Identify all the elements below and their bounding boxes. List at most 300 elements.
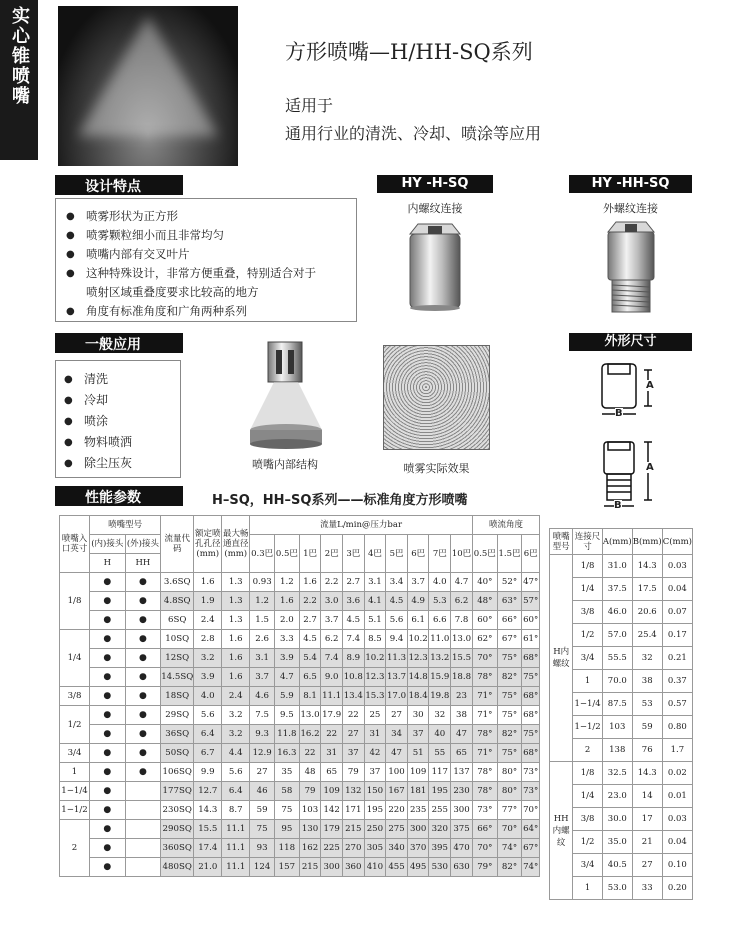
internal-structure-image bbox=[246, 338, 326, 450]
col-inner: (内)接头 bbox=[90, 535, 126, 554]
flow-cell: 10.2 bbox=[364, 649, 386, 668]
angle-cell: 66° bbox=[497, 611, 522, 630]
dimensions-table bbox=[549, 528, 693, 900]
hh-cell bbox=[125, 801, 161, 820]
flow-cell: 31 bbox=[364, 725, 386, 744]
hh-cell: ● bbox=[125, 630, 161, 649]
dim-col-c: C(mm) bbox=[662, 529, 692, 555]
flow-cell: 17.9 bbox=[321, 706, 343, 725]
code-cell: 3.6SQ bbox=[161, 573, 194, 592]
dim-cell: 27 bbox=[632, 854, 662, 877]
orifice-cell: 6.4 bbox=[194, 725, 222, 744]
h-cell: ● bbox=[90, 611, 126, 630]
flow-cell: 2.7 bbox=[299, 611, 321, 630]
flow-cell: 13.7 bbox=[386, 668, 408, 687]
orifice-cell: 21.0 bbox=[194, 858, 222, 877]
passage-cell: 5.6 bbox=[222, 763, 250, 782]
flow-cell: 13.0 bbox=[299, 706, 321, 725]
dim-cell: 0.21 bbox=[662, 647, 692, 670]
flow-cell: 117 bbox=[429, 763, 451, 782]
applications-list bbox=[55, 360, 181, 478]
angle-cell: 70° bbox=[522, 801, 540, 820]
angle-cell: 70° bbox=[472, 649, 497, 668]
passage-cell: 11.1 bbox=[222, 839, 250, 858]
flow-cell: 55 bbox=[429, 744, 451, 763]
flow-cell: 3.1 bbox=[364, 573, 386, 592]
orifice-cell: 17.4 bbox=[194, 839, 222, 858]
dim-cell: 20.6 bbox=[632, 601, 662, 624]
dim-cell: 0.03 bbox=[662, 808, 692, 831]
model-hh-header: HY -HH-SQ bbox=[569, 175, 692, 193]
flow-cell: 22 bbox=[321, 725, 343, 744]
applies-to-text: 通用行业的清洗、冷却、喷涂等应用 bbox=[285, 124, 542, 143]
passage-cell: 11.1 bbox=[222, 820, 250, 839]
angle-cell: 82° bbox=[497, 668, 522, 687]
flow-cell: 59 bbox=[250, 801, 275, 820]
dim-cell: 55.5 bbox=[602, 647, 632, 670]
passage-cell: 1.6 bbox=[222, 649, 250, 668]
angle-cell: 82° bbox=[497, 725, 522, 744]
table-row bbox=[60, 744, 540, 763]
flow-cell: 58 bbox=[275, 782, 300, 801]
col-code: 流量代码 bbox=[161, 516, 194, 573]
angle-cell: 48° bbox=[472, 592, 497, 611]
flow-cell: 2.2 bbox=[299, 592, 321, 611]
angle-cell: 57° bbox=[522, 592, 540, 611]
flow-cell: 235 bbox=[407, 801, 429, 820]
dim-row bbox=[550, 762, 693, 785]
orifice-cell: 9.9 bbox=[194, 763, 222, 782]
flow-cell: 109 bbox=[321, 782, 343, 801]
dim-label-a: A bbox=[646, 380, 654, 391]
dim-cell: 1−1/2 bbox=[573, 716, 603, 739]
angle-cell: 70° bbox=[497, 820, 522, 839]
col-outer: (外)接头 bbox=[125, 535, 161, 554]
angle-cell: 78° bbox=[472, 763, 497, 782]
angle-cell: 78° bbox=[472, 668, 497, 687]
dim-cell: 31.0 bbox=[602, 555, 632, 578]
flow-cell: 395 bbox=[429, 839, 451, 858]
flow-cell: 7.5 bbox=[250, 706, 275, 725]
angle-cell: 80° bbox=[497, 763, 522, 782]
dim-cell: 3/8 bbox=[573, 808, 603, 831]
flow-cell: 8.1 bbox=[299, 687, 321, 706]
flow-cell: 3.4 bbox=[386, 573, 408, 592]
flow-cell: 100 bbox=[386, 763, 408, 782]
dim-cell: 1/4 bbox=[573, 785, 603, 808]
flow-cell: 3.7 bbox=[250, 668, 275, 687]
col-inlet: 喷嘴入口英寸 bbox=[60, 516, 90, 573]
inlet-cell: 1/8 bbox=[60, 573, 90, 630]
code-cell: 480SQ bbox=[161, 858, 194, 877]
table-row bbox=[60, 687, 540, 706]
table-row bbox=[60, 725, 540, 744]
orifice-cell: 3.2 bbox=[194, 649, 222, 668]
flow-cell: 132 bbox=[342, 782, 364, 801]
orifice-cell: 1.9 bbox=[194, 592, 222, 611]
flow-cell: 300 bbox=[451, 801, 473, 820]
section-applications-header: 一般应用 bbox=[55, 333, 183, 353]
orifice-cell: 2.8 bbox=[194, 630, 222, 649]
dim-cell: 0.01 bbox=[662, 785, 692, 808]
passage-cell: 3.2 bbox=[222, 706, 250, 725]
table-row bbox=[60, 820, 540, 839]
pressure-header: 10巴 bbox=[451, 535, 473, 573]
flow-cell: 2.7 bbox=[342, 573, 364, 592]
table-row bbox=[60, 592, 540, 611]
dim-cell: 40.5 bbox=[602, 854, 632, 877]
angle-cell: 74° bbox=[497, 839, 522, 858]
dim-cell: 53.0 bbox=[602, 877, 632, 900]
dim-group-label: H内螺纹 bbox=[550, 555, 573, 762]
h-cell: ● bbox=[90, 649, 126, 668]
flow-cell: 48 bbox=[299, 763, 321, 782]
flow-cell: 130 bbox=[299, 820, 321, 839]
angle-cell: 73° bbox=[522, 763, 540, 782]
flow-cell: 630 bbox=[451, 858, 473, 877]
flow-cell: 5.4 bbox=[299, 649, 321, 668]
flow-cell: 9.4 bbox=[386, 630, 408, 649]
angle-cell: 40° bbox=[472, 573, 497, 592]
flow-cell: 47 bbox=[386, 744, 408, 763]
angle-cell: 75° bbox=[522, 668, 540, 687]
flow-cell: 7.4 bbox=[321, 649, 343, 668]
angle-cell: 67° bbox=[522, 839, 540, 858]
table-row bbox=[60, 706, 540, 725]
dim-cell: 17 bbox=[632, 808, 662, 831]
col-passage: 最大畅通直径(mm) bbox=[222, 516, 250, 573]
passage-cell: 2.4 bbox=[222, 687, 250, 706]
flow-cell: 79 bbox=[299, 782, 321, 801]
application-item: ● 冷却 bbox=[62, 390, 174, 411]
flow-cell: 124 bbox=[250, 858, 275, 877]
col-flow: 流量L/min@压力bar bbox=[250, 516, 473, 535]
flow-cell: 27 bbox=[342, 725, 364, 744]
code-cell: 50SQ bbox=[161, 744, 194, 763]
flow-cell: 162 bbox=[299, 839, 321, 858]
dim-col-a: A(mm) bbox=[602, 529, 632, 555]
flow-cell: 37 bbox=[342, 744, 364, 763]
hh-cell bbox=[125, 820, 161, 839]
flow-cell: 13.2 bbox=[429, 649, 451, 668]
passage-cell: 4.4 bbox=[222, 744, 250, 763]
dim-cell: 0.02 bbox=[662, 762, 692, 785]
flow-cell: 32 bbox=[429, 706, 451, 725]
flow-cell: 79 bbox=[342, 763, 364, 782]
flow-cell: 375 bbox=[451, 820, 473, 839]
dim-col-b: B(mm) bbox=[632, 529, 662, 555]
hh-cell: ● bbox=[125, 763, 161, 782]
dim-cell: 3/8 bbox=[573, 601, 603, 624]
flow-cell: 37 bbox=[407, 725, 429, 744]
flow-cell: 15.3 bbox=[364, 687, 386, 706]
angle-cell: 71° bbox=[472, 687, 497, 706]
dim-label-b: B bbox=[615, 408, 623, 419]
inlet-cell: 1/4 bbox=[60, 630, 90, 687]
flow-cell: 455 bbox=[386, 858, 408, 877]
angle-cell: 75° bbox=[497, 744, 522, 763]
inlet-cell: 1/2 bbox=[60, 706, 90, 744]
h-cell: ● bbox=[90, 820, 126, 839]
table-row bbox=[60, 782, 540, 801]
flow-cell: 93 bbox=[250, 839, 275, 858]
flow-cell: 75 bbox=[275, 801, 300, 820]
flow-cell: 2.2 bbox=[321, 573, 343, 592]
h-cell: ● bbox=[90, 725, 126, 744]
passage-cell: 3.2 bbox=[222, 725, 250, 744]
flow-cell: 1.6 bbox=[275, 592, 300, 611]
flow-cell: 7.8 bbox=[451, 611, 473, 630]
table-row bbox=[60, 839, 540, 858]
angle-cell: 68° bbox=[522, 706, 540, 725]
hh-cell: ● bbox=[125, 592, 161, 611]
application-item: ● 清洗 bbox=[62, 369, 174, 390]
flow-cell: 275 bbox=[386, 820, 408, 839]
h-cell: ● bbox=[90, 782, 126, 801]
flow-cell: 300 bbox=[321, 858, 343, 877]
flow-cell: 2.6 bbox=[250, 630, 275, 649]
flow-cell: 12.3 bbox=[364, 668, 386, 687]
flow-cell: 4.5 bbox=[386, 592, 408, 611]
flow-cell: 16.2 bbox=[299, 725, 321, 744]
table-row bbox=[60, 649, 540, 668]
model-h-caption: 内螺纹连接 bbox=[407, 202, 463, 215]
angle-cell: 71° bbox=[472, 706, 497, 725]
flow-cell: 410 bbox=[364, 858, 386, 877]
dim-cell: 103 bbox=[602, 716, 632, 739]
flow-cell: 179 bbox=[321, 820, 343, 839]
dim-cell: 32.5 bbox=[602, 762, 632, 785]
h-cell: ● bbox=[90, 573, 126, 592]
angle-cell: 75° bbox=[497, 687, 522, 706]
dim-cell: 46.0 bbox=[602, 601, 632, 624]
flow-cell: 65 bbox=[451, 744, 473, 763]
code-cell: 14.5SQ bbox=[161, 668, 194, 687]
hh-cell: ● bbox=[125, 706, 161, 725]
flow-cell: 46 bbox=[250, 782, 275, 801]
passage-cell: 8.7 bbox=[222, 801, 250, 820]
angle-cell: 68° bbox=[522, 649, 540, 668]
flow-cell: 75 bbox=[250, 820, 275, 839]
orifice-cell: 15.5 bbox=[194, 820, 222, 839]
flow-cell: 51 bbox=[407, 744, 429, 763]
dim-cell: 0.07 bbox=[662, 601, 692, 624]
angle-cell: 61° bbox=[522, 630, 540, 649]
inlet-cell: 1−1/2 bbox=[60, 801, 90, 820]
dim-cell: 1 bbox=[573, 877, 603, 900]
flow-cell: 220 bbox=[386, 801, 408, 820]
code-cell: 36SQ bbox=[161, 725, 194, 744]
inlet-cell: 3/4 bbox=[60, 744, 90, 763]
side-category-tab: 实心锥喷嘴 bbox=[0, 0, 38, 160]
flow-cell: 3.7 bbox=[321, 611, 343, 630]
features-list bbox=[55, 198, 357, 322]
flow-cell: 35 bbox=[275, 763, 300, 782]
col-h: H bbox=[90, 554, 126, 573]
pressure-header: 6巴 bbox=[407, 535, 429, 573]
code-cell: 12SQ bbox=[161, 649, 194, 668]
pressure-header: 3巴 bbox=[342, 535, 364, 573]
pressure-header: 0.5巴 bbox=[275, 535, 300, 573]
dim-cell: 0.03 bbox=[662, 555, 692, 578]
orifice-cell: 2.4 bbox=[194, 611, 222, 630]
passage-cell: 1.3 bbox=[222, 611, 250, 630]
dim-group-label: HH内螺纹 bbox=[550, 762, 573, 900]
hh-cell bbox=[125, 839, 161, 858]
dim-cell: 1/2 bbox=[573, 831, 603, 854]
flow-cell: 195 bbox=[429, 782, 451, 801]
flow-cell: 38 bbox=[451, 706, 473, 725]
section-dimensions-header: 外形尺寸 bbox=[569, 333, 692, 351]
pressure-header: 7巴 bbox=[429, 535, 451, 573]
table-row bbox=[60, 801, 540, 820]
flow-cell: 5.9 bbox=[275, 687, 300, 706]
spray-effect-image bbox=[383, 345, 490, 450]
dim-cell: 35.0 bbox=[602, 831, 632, 854]
flow-cell: 13.4 bbox=[342, 687, 364, 706]
dim-col-size: 连接尺寸 bbox=[573, 529, 603, 555]
passage-cell: 1.6 bbox=[222, 668, 250, 687]
angle-cell: 73° bbox=[522, 782, 540, 801]
flow-cell: 157 bbox=[275, 858, 300, 877]
feature-item: ● 喷嘴内部有交叉叶片 bbox=[64, 245, 348, 264]
dim-cell: 1/2 bbox=[573, 624, 603, 647]
flow-cell: 4.7 bbox=[275, 668, 300, 687]
flow-cell: 9.5 bbox=[275, 706, 300, 725]
flow-cell: 12.9 bbox=[250, 744, 275, 763]
passage-cell: 11.1 bbox=[222, 858, 250, 877]
dim-cell: 2 bbox=[573, 739, 603, 762]
table-row bbox=[60, 573, 540, 592]
feature-item-continued: 喷射区域重叠度要求比较高的地方 bbox=[86, 285, 259, 299]
flow-cell: 37 bbox=[364, 763, 386, 782]
flow-cell: 16.3 bbox=[275, 744, 300, 763]
h-cell: ● bbox=[90, 668, 126, 687]
hh-cell bbox=[125, 782, 161, 801]
table-row bbox=[60, 611, 540, 630]
hh-cell: ● bbox=[125, 611, 161, 630]
angle-cell: 78° bbox=[472, 782, 497, 801]
dim-cell: 76 bbox=[632, 739, 662, 762]
col-angle: 喷流角度 bbox=[472, 516, 539, 535]
dim-cell: 30.0 bbox=[602, 808, 632, 831]
angle-cell: 63° bbox=[497, 592, 522, 611]
flow-cell: 47 bbox=[451, 725, 473, 744]
passage-cell: 1.3 bbox=[222, 592, 250, 611]
flow-cell: 167 bbox=[386, 782, 408, 801]
flow-cell: 6.5 bbox=[299, 668, 321, 687]
flow-cell: 1.5 bbox=[250, 611, 275, 630]
flow-cell: 0.93 bbox=[250, 573, 275, 592]
flow-cell: 40 bbox=[429, 725, 451, 744]
code-cell: 360SQ bbox=[161, 839, 194, 858]
dim-cell: 87.5 bbox=[602, 693, 632, 716]
h-cell: ● bbox=[90, 744, 126, 763]
dim-cell: 33 bbox=[632, 877, 662, 900]
flow-cell: 27 bbox=[250, 763, 275, 782]
h-cell: ● bbox=[90, 801, 126, 820]
angle-cell: 62° bbox=[472, 630, 497, 649]
angle-cell: 74° bbox=[522, 858, 540, 877]
angle-cell: 52° bbox=[497, 573, 522, 592]
dim-cell: 21 bbox=[632, 831, 662, 854]
code-cell: 177SQ bbox=[161, 782, 194, 801]
spray-effect-caption: 喷雾实际效果 bbox=[403, 462, 470, 475]
applies-to bbox=[285, 92, 541, 148]
dim-cell: 1/8 bbox=[573, 762, 603, 785]
flow-cell: 470 bbox=[451, 839, 473, 858]
orifice-cell: 14.3 bbox=[194, 801, 222, 820]
hh-cell: ● bbox=[125, 725, 161, 744]
angle-cell: 77° bbox=[497, 801, 522, 820]
inlet-cell: 1−1/4 bbox=[60, 782, 90, 801]
dim-cell: 1/4 bbox=[573, 578, 603, 601]
flow-cell: 9.0 bbox=[321, 668, 343, 687]
dim-cell: 0.37 bbox=[662, 670, 692, 693]
flow-cell: 6.2 bbox=[451, 592, 473, 611]
flow-cell: 109 bbox=[407, 763, 429, 782]
col-hh: HH bbox=[125, 554, 161, 573]
code-cell: 29SQ bbox=[161, 706, 194, 725]
flow-cell: 11.0 bbox=[429, 630, 451, 649]
code-cell: 106SQ bbox=[161, 763, 194, 782]
section-performance-header: 性能参数 bbox=[55, 486, 183, 506]
flow-cell: 230 bbox=[451, 782, 473, 801]
page-title: 方形喷嘴—H/HH-SQ系列 bbox=[285, 40, 533, 64]
model-h-header: HY -H-SQ bbox=[377, 175, 493, 193]
flow-cell: 23 bbox=[451, 687, 473, 706]
model-hh-caption: 外螺纹连接 bbox=[603, 202, 658, 215]
dim-cell: 38 bbox=[632, 670, 662, 693]
dim-cell: 0.10 bbox=[662, 854, 692, 877]
flow-cell: 4.5 bbox=[299, 630, 321, 649]
h-cell: ● bbox=[90, 592, 126, 611]
feature-item: ● 这种特殊设计，非常方便重叠，特别适合对于 bbox=[64, 264, 348, 283]
orifice-cell: 4.0 bbox=[194, 687, 222, 706]
col-orifice: 额定喷孔孔径(mm) bbox=[194, 516, 222, 573]
angle-cell: 73° bbox=[472, 801, 497, 820]
passage-cell: 6.4 bbox=[222, 782, 250, 801]
application-item: ● 喷涂 bbox=[62, 411, 174, 432]
flow-cell: 370 bbox=[407, 839, 429, 858]
hh-cell: ● bbox=[125, 649, 161, 668]
h-cell: ● bbox=[90, 763, 126, 782]
flow-cell: 4.1 bbox=[364, 592, 386, 611]
dim-cell: 1.7 bbox=[662, 739, 692, 762]
dim-cell: 59 bbox=[632, 716, 662, 739]
feature-item: ● 角度有标准角度和广角两种系列 bbox=[64, 302, 348, 321]
flow-cell: 15.9 bbox=[429, 668, 451, 687]
code-cell: 230SQ bbox=[161, 801, 194, 820]
code-cell: 290SQ bbox=[161, 820, 194, 839]
pressure-header: 4巴 bbox=[364, 535, 386, 573]
angle-pressure-header: 1.5巴 bbox=[497, 535, 522, 573]
passage-cell: 1.3 bbox=[222, 573, 250, 592]
flow-cell: 1.2 bbox=[275, 573, 300, 592]
angle-cell: 67° bbox=[497, 630, 522, 649]
angle-cell: 70° bbox=[472, 839, 497, 858]
flow-cell: 42 bbox=[364, 744, 386, 763]
hh-cell: ● bbox=[125, 573, 161, 592]
flow-cell: 2.0 bbox=[275, 611, 300, 630]
angle-cell: 64° bbox=[522, 820, 540, 839]
flow-cell: 6.2 bbox=[321, 630, 343, 649]
dim-cell: 25.4 bbox=[632, 624, 662, 647]
flow-cell: 22 bbox=[299, 744, 321, 763]
dim-label-a: A bbox=[646, 462, 654, 473]
application-item: ● 除尘压灰 bbox=[62, 453, 174, 474]
flow-cell: 250 bbox=[364, 820, 386, 839]
